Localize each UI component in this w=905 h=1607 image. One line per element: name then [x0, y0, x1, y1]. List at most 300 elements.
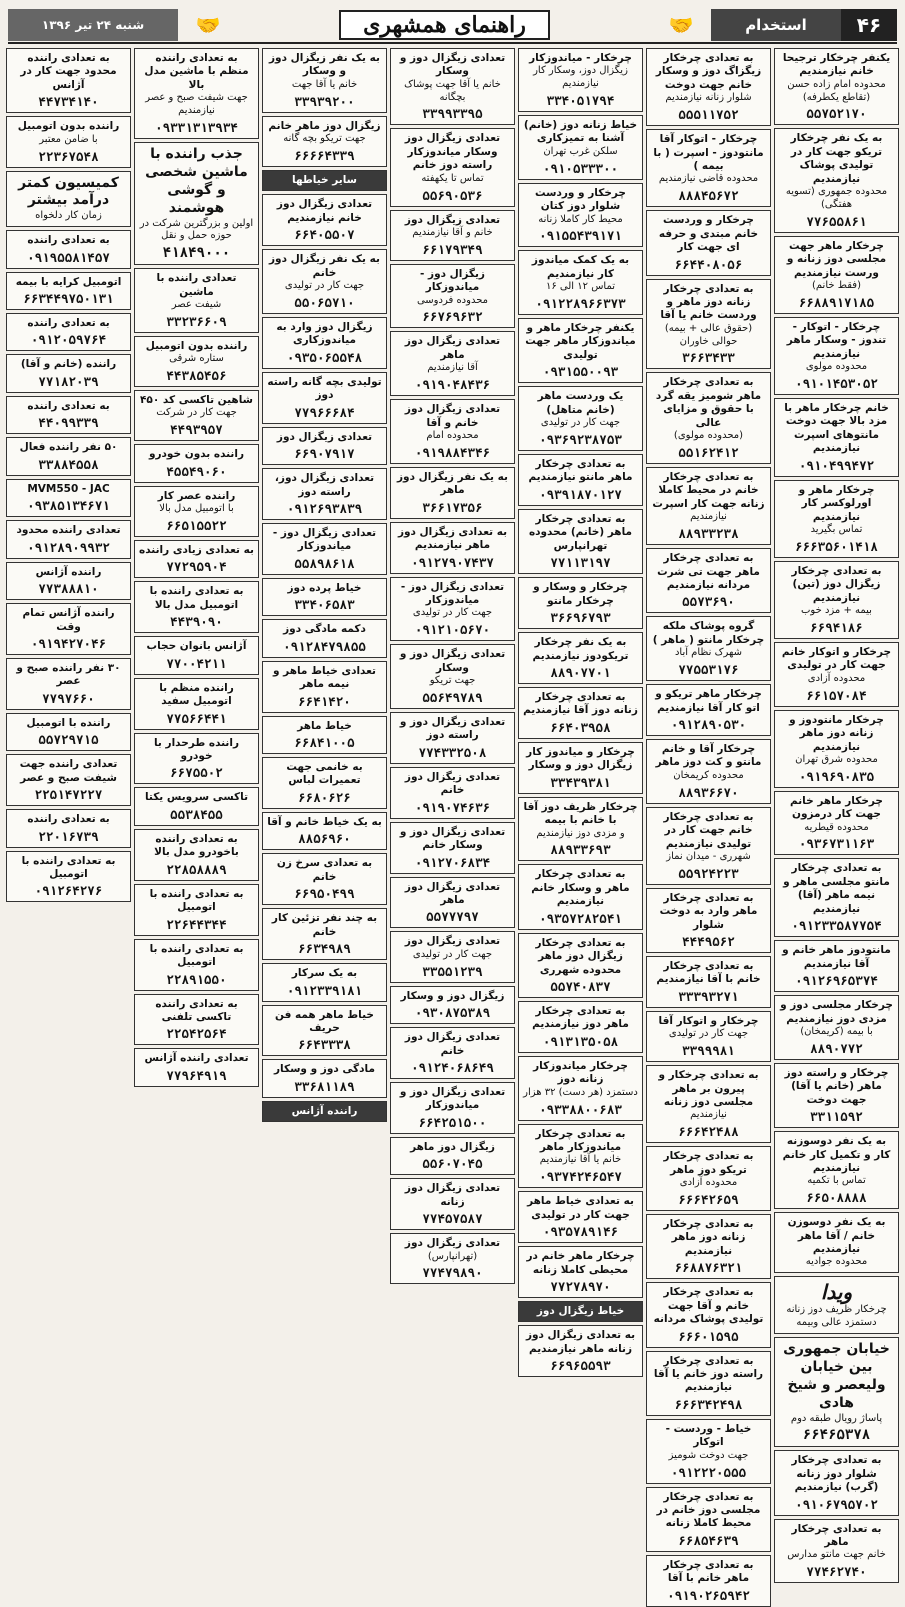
ad-phone: ۰۹۳۹۱۸۷۰۱۲۷ [539, 486, 622, 502]
ad-phone: ۶۶۸۸۷۶۳۲۱ [674, 1260, 743, 1276]
ad-title: چرخکار و راسته دوز ماهر (خانم یا آقا) جهت دوخت [784, 1066, 889, 1106]
ad-title: چرخکار مجلسی دوز و مزدی دوز نیازمندیم [780, 999, 893, 1025]
ad-title: به خانمی جهت تعمیرات لباس [286, 761, 363, 787]
classified-ad [134, 1048, 259, 1086]
ad-title: تعدادی زیگزال دوز و وسکار [399, 52, 506, 78]
ad-phone: ۸۸۹۳۳۲۳۸ [678, 526, 739, 542]
ad-title: تعدادی زیگزال دوز [404, 1237, 501, 1250]
ad-body: (تهرانپارس) [427, 1250, 478, 1262]
classified-ad [646, 279, 771, 370]
classified-ad [6, 396, 131, 434]
ad-title: جذب راننده با ماشین شخصی و گوشی هوشمند [145, 145, 248, 216]
ad-phone: ۶۶۶۳۴۲۴۹۸ [674, 1396, 743, 1412]
ad-body: با بیمه (کریمخان) [800, 1025, 873, 1037]
ad-title: زیگزال دوز ماهر خانم [268, 119, 381, 132]
ad-title: راننده بدون اتومبیل [145, 339, 248, 352]
ad-title: مانتودوز ماهر خانم و آقا نیازمندیم [782, 944, 891, 970]
ad-title: به تعدادی چرخکار زنانه دوز ماهر و وردست خانم یا آقا [660, 282, 757, 322]
classified-ad [262, 194, 387, 246]
classified-ad [390, 577, 515, 642]
classified-ad [262, 468, 387, 520]
ad-title: به تعدادی چرخکار و پیرون بر ماهر مجلسی دوز زنانه [658, 1069, 759, 1109]
classified-ad [390, 210, 515, 261]
ad-title: خیابان جمهوری بین خیابان ولیعصر و شیخ هادی [783, 1340, 890, 1411]
classified-ad [518, 1301, 643, 1322]
ad-phone: ۸۸۸۴۵۶۷۲ [678, 188, 739, 204]
ad-title: چرخکار و میاندوز کار زیگزال دوز و وسکار [526, 745, 635, 772]
classified-ad [646, 616, 771, 681]
ad-title: به تعدادی چرخکار ماهر جهت تی شرت مردانه نیازمندیم [657, 552, 760, 591]
ad-body: جهت کار در تولیدی [412, 948, 493, 960]
ad-title: تعدادی راننده جهت شیفت صبح و عصر [19, 758, 118, 784]
ad-phone: ۳۳۹۹۹۸۱ [682, 1043, 735, 1059]
ad-title: تعدادی زیگزال دوز ماهر [404, 335, 501, 361]
classified-ad [518, 1056, 643, 1121]
ad-title: چرخکار - اتوکار آقا مانتودوز - اسپرت ( با بیمه ) [653, 133, 764, 172]
ad-phone: ۰۹۱۹۰۷۴۶۳۶ [414, 799, 491, 815]
ad-phone: ۰۹۳۳۱۳۱۳۹۳۴ [155, 119, 238, 135]
ad-title: زیگزال دوز وارد به میاندوزکاری [276, 320, 373, 347]
ad-title: به تعدادی چرخکار زنانه دوز ماهر نیازمندیم [663, 1217, 754, 1257]
ad-title: به یک کمک میاندوز کار نیازمندیم [531, 254, 630, 280]
ad-title: چرخکار - اتوکار - تندوز - وسکار ماهر نیازمندیم [786, 320, 887, 360]
classified-ad [390, 48, 515, 125]
ad-phone: ۷۷۵۶۶۴۴۱ [166, 710, 227, 726]
ad-body: جهت کار در تولیدی [412, 607, 493, 619]
ad-title: چرخکار ماهر تریکو و اتو کار آقا نیازمندیم [655, 688, 762, 714]
ad-title: تعدادی راننده محدود [16, 524, 121, 537]
classified-ad [134, 678, 259, 730]
ad-phone: ۷۷۹۷۶۶۰ [42, 690, 95, 706]
ad-column [518, 48, 643, 1374]
ad-title: به تعدادی خیاط ماهر جهت کار در تولیدی [527, 1195, 634, 1221]
ad-title: به تعدادی چرخکار خانم با آقا نیازمندیم [656, 960, 761, 986]
ad-phone: ۰۹۱۲۶۴۲۷۶ [34, 883, 103, 899]
ad-phone: ۵۵۷۴۰۸۳۷ [550, 979, 611, 995]
ad-body: جهت شیفت صبح و عصر نیازمندیم [145, 92, 248, 117]
classified-ad [262, 170, 387, 191]
classified-ad [134, 48, 259, 139]
ad-title: به تعدادی راننده با اتومبیل [21, 854, 116, 881]
ad-column [262, 48, 387, 1274]
ad-phone: ۴۴۳۹۰۹۰ [170, 614, 223, 630]
ad-body: (فقط خانم) [812, 280, 861, 292]
ad-phone: ۶۶۶۴۲۶۵۹ [678, 1191, 739, 1207]
ad-phone: ۵۵۹۲۴۲۲۳ [678, 865, 739, 881]
classified-ad [390, 822, 515, 874]
ad-title: راننده عصر کار [157, 489, 236, 502]
ad-title: MVM550 - JAC [27, 482, 110, 495]
ad-phone: ۳۳۹۳۹۲۰۰ [294, 93, 355, 109]
ad-phone: ۶۶۵۱۵۵۲۲ [166, 517, 227, 533]
ad-title: به تعدادی چرخکار زیگزال دوز ماهر محدوده شهرری [535, 936, 626, 976]
ad-body: محدوده آزادی [679, 1177, 738, 1189]
ad-body: اولین و بزرگترین شرکت در حوزه حمل و نقل [139, 217, 254, 242]
ad-title: به تعدادی راننده [27, 399, 110, 412]
classified-ad [6, 658, 131, 710]
ad-body: بیمه + مزد خوب [801, 605, 872, 617]
ad-body: جهت کار در تولیدی [540, 417, 621, 429]
ad-title: به تعدادی چرخکار مجلسی دوز خانم در محیط کاملا زنانه [656, 1490, 761, 1530]
classified-ad [390, 399, 515, 464]
classified-ad [774, 480, 899, 558]
ad-title: تعدادی زیگزال دوز زنانه [404, 1182, 501, 1208]
ad-title: تعدادی زیگزال دوز خانم [404, 770, 501, 797]
ad-phone: ۵۵۶۹۰۵۳۶ [422, 187, 483, 203]
classified-ad [518, 1001, 643, 1053]
ad-phone: ۰۹۳۵۰۶۵۵۴۸ [286, 349, 363, 365]
ad-phone: ۸۸۵۶۹۶۰ [298, 831, 351, 847]
ad-phone: ۰۹۱۹۰۲۶۵۹۴۲ [667, 1587, 750, 1603]
ad-phone: ۶۶۴۶۵۳۷۸ [802, 1427, 871, 1444]
ad-body: جهت کار در شرکت [156, 407, 237, 419]
page-header [8, 8, 897, 44]
ad-phone: ۳۳۱۱۵۹۲ [810, 1109, 863, 1125]
classified-ad [518, 1246, 643, 1298]
ad-body: دستمزد (هر دست) ۳۲ هزار [523, 1086, 638, 1098]
ad-phone: ۷۷۹۶۴۹۱۹ [166, 1067, 227, 1083]
ad-phone: ۵۵۷۷۷۹۷ [426, 909, 479, 925]
ad-phone: ۰۹۳۷۴۲۴۶۵۴۷ [539, 1169, 622, 1185]
ad-title: چرخکار و اتوکار خانم جهت کار در تولیدی [781, 646, 892, 672]
ad-title: چرخکار ظریف دوز آقا با خانم با بیمه [523, 800, 638, 827]
ad-title: به تعدادی راننده تاکسی تلفنی [155, 997, 238, 1023]
classified-ad [518, 632, 643, 684]
ad-phone: ۶۶۹۵۰۴۹۹ [294, 886, 355, 902]
ad-title: به تعدادی راننده باخودرو مدل بالا [154, 832, 239, 859]
ad-phone: ۷۷۱۱۳۱۹۷ [550, 555, 611, 571]
ad-body: محدوده قاضی نیازمندیم [658, 173, 759, 185]
classified-ad [646, 548, 771, 613]
classified-ad [390, 1137, 515, 1175]
ad-body: جهت کار در تولیدی [284, 280, 365, 292]
classified-ad [262, 1059, 387, 1097]
ad-body: چرخکار ظریف دوز زنانه دستمزد عالی وبیمه [786, 1304, 887, 1329]
ad-phone: ۶۶۶۰۱۵۹۵ [678, 1328, 739, 1344]
ad-phone: ۰۹۳۱۵۵۰۰۹۳ [542, 364, 619, 380]
ad-phone: ۶۶۳۴۴۹۷۵۰۱۳۱ [23, 291, 114, 307]
ad-title: تعدادی راننده آژانس [144, 1052, 249, 1065]
brand-area [238, 9, 651, 41]
classified-ad [646, 956, 771, 1008]
ad-phone: ۰۹۳۳۸۸۰۰۶۸۳ [539, 1101, 622, 1117]
ad-title: ۵۰ نفر راننده فعال [19, 441, 118, 454]
ad-phone: ۰۹۱۲۸۹۰۹۹۳۲ [27, 539, 110, 555]
ad-title: به تعدادی چرخکار تریکو دوز ماهر [663, 1150, 754, 1176]
classified-ad [262, 116, 387, 167]
ad-column [646, 48, 771, 1603]
classified-ad [390, 712, 515, 764]
ad-body: شهرری - میدان نماز [666, 850, 751, 862]
ad-title: تولیدی بچه گانه راسته دوز [267, 375, 382, 402]
classified-ad [6, 116, 131, 167]
ad-body: محدوده مولوی [805, 361, 868, 373]
ad-title: چرخکار ماهر جهت مجلسی دوز زنانه و ورست نیازمندیم [786, 239, 887, 279]
ad-title: به تعدادی زیگزال دوز زنانه ماهر نیازمندیم [525, 1329, 636, 1355]
ad-title: راننده آژانس [291, 1104, 358, 1117]
classified-ad [262, 661, 387, 713]
ad-phone: ۰۹۱۲۴۰۶۸۶۴۹ [411, 1059, 494, 1075]
classified-ad [646, 48, 771, 126]
ad-body: آقا نیازمندیم [427, 362, 478, 374]
ad-title: تعدادی زیگزال دوز [404, 935, 501, 948]
ad-phone: ۴۴۷۳۴۱۴۰ [38, 94, 99, 110]
ad-phone: ۵۵۱۶۲۴۱۲ [678, 444, 739, 460]
ad-phone: ۶۶۹۴۱۸۶ [810, 620, 863, 635]
ad-phone: ۷۷۴۶۲۷۴۰ [806, 1564, 867, 1580]
ad-title: به تعدادی راننده محدود جهت کار در آژانس [20, 52, 117, 91]
ad-phone: ۴۴۹۳۹۵۷ [170, 422, 223, 438]
ad-phone: ۷۷۳۸۸۸۱۰ [38, 581, 99, 597]
ad-column [774, 48, 899, 1580]
classified-ad [390, 128, 515, 206]
classified-ad [774, 791, 899, 856]
ad-phone: ۳۶۶۹۶۷۹۳ [550, 610, 611, 626]
classified-ad [646, 807, 771, 885]
ad-phone: ۴۵۵۴۹۰۶۰ [166, 463, 227, 479]
ad-phone: ۰۹۱۹۴۲۷۰۴۶ [30, 635, 107, 651]
ad-body: جهت تریکو بچه گانه [283, 133, 366, 145]
ad-body: با ضامن معتبر [39, 133, 98, 145]
ad-title: به تعدادی سرخ زن خانم [276, 857, 373, 883]
ad-body: جهت دوخت شومیز [668, 1449, 749, 1461]
classified-ad [6, 713, 131, 751]
ad-phone: ۲۲۳۶۷۵۴۸ [38, 148, 99, 164]
ad-title: به یک نفر زیگزال دوز ماهر [397, 470, 508, 497]
ad-phone: ۶۶۴۲۵۱۵۰۰ [418, 1114, 487, 1130]
classified-ad [390, 767, 515, 819]
classified-ad [518, 183, 643, 248]
ad-body: محدوده جوادیه [805, 1256, 868, 1268]
ad-title: چرخکار و اتوکار آقا [658, 1014, 759, 1027]
ad-phone: ۳۶۶۱۷۳۵۶ [422, 499, 483, 515]
ad-body: محدوده قیطریه [804, 821, 869, 833]
ad-phone: ۲۲۸۹۱۵۵۰ [166, 971, 227, 987]
classified-ad [262, 48, 387, 113]
classified-ad [262, 716, 387, 754]
classified-ad [6, 809, 131, 847]
classified-ad [134, 939, 259, 991]
classified-ad [262, 317, 387, 369]
classified-ad [262, 1005, 387, 1057]
brand-title: راهنمای همشهری [339, 10, 550, 40]
ad-title: به یک سرکار [291, 967, 358, 980]
ad-phone: ۰۹۳۵۷۸۹۱۴۶ [542, 1224, 619, 1240]
ad-title: به تعدادی چرخکار ماهر [791, 1522, 882, 1549]
classified-ad [6, 48, 131, 113]
ad-title: تعدادی زیگزال دوز - میاندوزکار [400, 580, 505, 607]
classified-ad [390, 264, 515, 329]
classified-ad [774, 317, 899, 395]
classified-ad [390, 1027, 515, 1079]
ad-title: به تعدادی چرخکار خانم در محیط کاملا زنانه جهت کار اسپرت [652, 470, 765, 510]
ad-body: شیفت عصر [171, 299, 222, 310]
classified-ad [774, 128, 899, 232]
classified-ad [134, 540, 259, 578]
classified-ad [6, 313, 131, 351]
ad-title: تعدادی زیگزال دوز - میاندوزکار [272, 526, 377, 553]
classified-ad [134, 486, 259, 537]
classified-ad [518, 1191, 643, 1243]
ad-title: آژانس بانوان حجاب [146, 640, 247, 653]
ad-body: خانم یا آقا نیازمندیم [539, 1154, 622, 1166]
ad-phone: ۳۳۴۳۹۳۸۱ [550, 774, 611, 790]
classified-ad [646, 1011, 771, 1062]
ad-title: به یک نفر زیگزال دوز خانم [269, 253, 380, 279]
ad-body: پاساژ رویال طبقه دوم [790, 1412, 883, 1424]
ad-phone: ۶۶۴۰۳۹۵۸ [550, 719, 611, 735]
ad-title: چرخکار - میاندوزکار [529, 52, 632, 64]
ad-title: به تعدادی راننده منظم با ماشین مدل بالا [144, 52, 249, 91]
ad-phone: ۶۶۳۴۹۸۹ [298, 941, 351, 957]
ad-phone: ۲۲۶۴۴۳۴۴ [166, 916, 227, 932]
ad-phone: ۴۴۴۹۵۶۲ [682, 934, 735, 950]
ad-title: راننده بدون اتومبیل [17, 120, 120, 133]
ad-title: راننده منظم با اتومبیل سفید [159, 681, 234, 708]
ad-title: چرخکار ماهر خانم در محیطی کاملا زنانه [526, 1250, 635, 1276]
classified-ad [134, 336, 259, 387]
ad-body: جهت کار در تولیدی [668, 1028, 749, 1040]
ad-title: به تعدادی چرخکار زیگزاگ دوز و وسکار خانم جهت دوخت [655, 52, 762, 91]
ad-phone: ۰۹۱۰۶۷۹۵۷۰۲ [795, 1496, 878, 1512]
ad-phone: ۳۳۵۵۱۲۳۹ [422, 963, 483, 979]
classified-ad [262, 249, 387, 314]
ad-title: به یک نفر چرخکار تریکودوز نیازمندیم [532, 636, 629, 662]
classified-ad [262, 963, 387, 1001]
classified-ad [774, 236, 899, 314]
classified-ad [262, 853, 387, 905]
ad-phone: ۰۹۳۵۷۲۸۲۵۴۱ [539, 910, 622, 926]
ad-phone: ۰۹۱۵۵۴۳۹۱۷۱ [539, 228, 622, 244]
ad-phone: ۶۶۹۰۷۹۱۷ [294, 446, 355, 462]
ad-phone: ۰۹۱۲۸۴۷۹۸۵۵ [283, 638, 366, 654]
ad-phone: ۶۶۶۴۲۴۸۸ [678, 1124, 739, 1140]
ad-phone: ۰۹۱۲۶۹۳۸۳۹ [286, 500, 363, 516]
ad-title: یکنفر چرخکار ماهر و میاندوزکار ماهر جهت تولیدی [525, 322, 636, 361]
ad-title: زیگزال دوز و وسکار [400, 989, 505, 1002]
classified-ad [518, 1124, 643, 1189]
ad-title: به تعدادی چرخکار ماهر وارد به دوخت شلوار [659, 891, 758, 931]
ad-title: به تعدادی چرخکار ماهر خانم با آقا [663, 1558, 754, 1585]
ad-title: چرخکار ماهر و اورلوکسر کار نیازمندیم [798, 483, 875, 523]
classified-ad [646, 467, 771, 545]
ad-body: تماس ۱۲ الی ۱۶ [545, 281, 616, 293]
ad-phone: ۵۵۶۰۷۰۴۵ [422, 1156, 483, 1172]
ad-body: محدوده امام [426, 430, 479, 442]
ad-title: چرخکار میاندوزکار زنانه دوز [533, 1059, 628, 1086]
ad-title: تعدادی زیگزال دوز، راسته دوز [274, 472, 375, 498]
classified-ad [774, 1212, 899, 1273]
ad-title: چرخکار و وردست خانم مبتدی و حرفه ای جهت کار [658, 214, 759, 254]
ad-phone: ۵۵۷۲۹۷۱۵ [38, 732, 99, 748]
ad-body: سلکن غرب تهران [543, 145, 618, 157]
classified-ad [262, 578, 387, 616]
ad-phone: ۸۸۹۳۶۶۷۰ [678, 784, 739, 800]
ad-phone: ۴۴۳۸۵۴۵۶ [166, 368, 227, 384]
ad-title: چرخکار و وردست شلوار دوز کتان [535, 186, 626, 213]
ad-phone: ۲۲۵۴۲۵۶۴ [166, 1026, 227, 1042]
ad-phone: ۶۶۴۳۳۳۸ [298, 1037, 351, 1053]
ad-title: به تعدادی چرخکار ماهر (خانم) محدوده تهرانپارس [528, 512, 633, 552]
classified-ad [262, 757, 387, 809]
ad-phone: ۶۶۸۰۶۲۶ [298, 789, 351, 805]
classified-ad [134, 581, 259, 633]
ad-title: سایر خیاطها [292, 173, 357, 186]
classified-ad [6, 171, 131, 228]
ad-title: چرخکار و وسکار و چرخکار مانتو [533, 581, 628, 607]
classified-ad [262, 427, 387, 465]
ad-title: تعدادی زیگزال دوز و میاندوزکار [399, 1085, 506, 1112]
ad-title: مادگی دوز و وسکار [274, 1063, 375, 1076]
ad-body: (حقوق عالی + بیمه) حوالی خاوران [664, 322, 753, 347]
ad-title: تعدادی زیگزال دوز و راسته دوز [399, 715, 506, 742]
classified-ad [390, 1178, 515, 1230]
ad-phone: ۷۷۴۵۷۵۸۷ [422, 1211, 483, 1227]
classified-ad [774, 710, 899, 788]
classified-ad [262, 523, 387, 575]
ad-title: به تعدادی چرخکار راسته دوز خانم یا آقا نیازمندیم [653, 1354, 764, 1394]
ad-phone: ۰۹۳۸۵۱۳۴۶۷۱ [27, 498, 110, 514]
ad-title: به تعدادی راننده با اتومبیل [149, 942, 244, 969]
classified-ad [518, 318, 643, 383]
classified-ad [6, 437, 131, 475]
ad-body: زیگزال دوز، وسکار کار نیازمندیم [533, 65, 628, 90]
ad-body: خانم یا آقا جهت [291, 78, 358, 90]
classified-ad [390, 1082, 515, 1134]
ad-phone: ۲۲۸۵۸۸۸۹ [166, 861, 227, 877]
classified-ad [390, 931, 515, 982]
ad-phone: ۷۷۴۷۹۸۹۰ [422, 1265, 483, 1281]
ad-column [6, 48, 131, 1274]
ad-phone: ۰۹۱۰۵۳۳۳۰۰ [542, 160, 619, 176]
ad-title: به تعدادی زیگزال دوز ماهر نیازمندیم [397, 525, 508, 552]
ad-title: به تعدادی زیادی راننده [139, 543, 254, 556]
ad-phone: ۰۹۱۲۳۳۵۸۷۷۵۴ [791, 918, 882, 934]
ad-body: نیازمندیم [690, 511, 727, 523]
classified-ad [134, 884, 259, 936]
classified-ad [134, 733, 259, 785]
ad-phone: ۳۳۸۸۴۵۵۸ [38, 456, 99, 472]
ad-phone: ۶۶۸۵۴۶۳۹ [678, 1532, 739, 1548]
ad-phone: ۷۷۲۹۵۹۰۴ [166, 559, 227, 575]
ad-phone: ۶۶۸۸۹۱۷۱۸۵ [798, 294, 875, 310]
classified-ad [6, 272, 131, 310]
ad-body: خانم جهت مانتو مدارس [787, 1549, 886, 1561]
classified-ad [518, 115, 643, 180]
classified-ad [646, 1555, 771, 1607]
classified-ad [390, 644, 515, 709]
ad-phone: ۰۹۱۰۱۴۵۳۰۵۲ [795, 376, 878, 392]
ad-body: شهرک نظام آباد [674, 647, 743, 659]
classified-ad [646, 210, 771, 275]
ad-title: تعدادی زیگزال دوز وسکار میاندوزکار راسته دوز خانم [404, 132, 501, 172]
ad-title: راننده بدون خودرو [148, 448, 245, 461]
ad-phone: ۷۷۶۵۵۸۶۱ [806, 213, 867, 229]
classified-ad [6, 354, 131, 392]
classified-ad [518, 933, 643, 998]
classified-ad [774, 1450, 899, 1515]
ad-title: تعدادی خیاط ماهر و نیمه ماهر [273, 664, 376, 691]
ad-body: محدوده آزادی [807, 672, 866, 684]
classified-ad [518, 577, 643, 629]
ad-phone: ۰۹۱۲۷۰۶۸۳۴ [414, 854, 491, 870]
ad-title: ویدا [820, 1280, 853, 1305]
classified-ad [774, 858, 899, 937]
classified-ad [774, 1519, 899, 1584]
ad-title: تعدادی راننده با ماشین [156, 272, 237, 298]
classified-ad [518, 250, 643, 315]
ad-body: (محدوده مولوی) [673, 430, 744, 442]
